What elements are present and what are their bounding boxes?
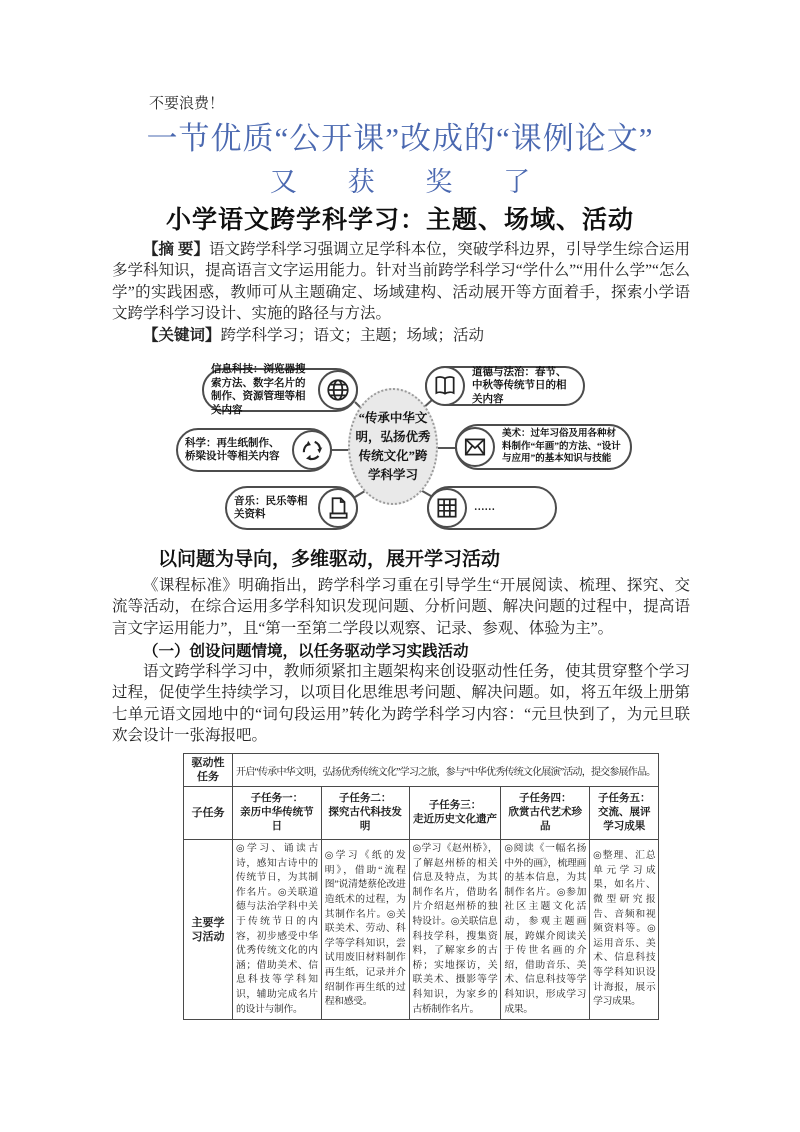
activities-subtask-2: ◎学习《纸的发明》，借助“流程图”说清楚蔡伦改进造纸术的过程，为其制作名片。◎关联美术、劳动、科学等学科知识，尝试用废旧材料制作再生纸，记录并介绍制作再生纸的过程和感受。 — [321, 840, 409, 1020]
node-more — [427, 486, 557, 530]
subtask-label: 子任务 — [184, 787, 233, 840]
abstract-block — [112, 239, 690, 346]
subtask-1-header — [233, 787, 322, 840]
node-science — [176, 428, 332, 472]
subtask-1-title: 亲历中华传统节日 — [240, 807, 314, 832]
subtask-2-title: 探究古代科技发明 — [328, 807, 402, 832]
subtask-4-title: 欣赏古代艺术珍品 — [508, 807, 583, 832]
keywords-paragraph — [112, 325, 690, 346]
banner-title-line2: 又 获 奖 了 — [269, 167, 553, 197]
subtask-2-header — [321, 787, 409, 840]
subtask-1-no: 子任务一： — [250, 793, 304, 804]
top-note: 不要浪费！ — [149, 96, 225, 112]
theme-diagram — [170, 360, 652, 545]
abstract-paragraph — [112, 239, 690, 325]
section-paragraph-2: 语文跨学科学习中，教师须紧扣主题架构来创设驱动性任务，使其贯穿整个学习过程，促使学生持续学习，以项目化思维思考问题、解决问题。如，将五年级上册第七单元语文园地中的“词句段运用”转化为跨学科学习内容：“元旦快到了，为元旦联欢会设计一张海报吧。 — [112, 663, 690, 745]
keywords-text: 跨学科学习；语文；主题；场域；活动 — [220, 326, 485, 344]
subtask-4-header — [501, 787, 590, 840]
subtask-3-title: 走近历史文化遗产 — [412, 814, 497, 825]
node-information-technology-label: 信息科技：浏览器搜索方法、数字名片的制作、资源管理等相关内容 — [211, 364, 306, 416]
table-row — [184, 754, 659, 787]
subtask-3-no: 子任务三： — [428, 800, 482, 811]
driving-task-label: 驱动性任务 — [184, 754, 233, 787]
node-information-technology — [202, 364, 358, 416]
node-art-label: 美术：过年习俗及用各种材料制作“年画”的方法、“设计与应用”的基本知识与技能 — [502, 429, 621, 465]
section-paragraph-1: 《课程标准》明确指出，跨学科学习重在引导学生“开展阅读、梳理、探究、交流等活动，在综合运用多学科知识发现问题、分析问题、解决问题的过程中，提高语言文字运用能力”，且“第一至第二学段以观察、记录、参观、体验为主”。 — [112, 577, 690, 637]
node-science-label: 科学：再生纸制作、桥梁设计等相关内容 — [185, 437, 280, 462]
node-ethics-law-label: 道德与法治：春节、中秋等传统节日的相关内容 — [472, 366, 567, 405]
open-book-icon — [425, 366, 465, 406]
subtask-3-header — [409, 787, 501, 840]
globe-icon — [318, 370, 358, 410]
node-music-label: 音乐：民乐等相关资料 — [234, 495, 308, 520]
subtask-2-no: 子任务二： — [338, 793, 392, 804]
grid-icon — [427, 488, 467, 528]
subtask-5-title: 交流、展评学习成果 — [598, 807, 651, 832]
article-title: 小学语文跨学科学习：主题、场域、活动 — [165, 207, 634, 234]
activities-subtask-5: ◎整理、汇总单元学习成果，如名片、微型研究报告、音频和视频资料等。◎运用音乐、美术、信息科技等学科知识设计海报，展示学习成果。 — [590, 840, 659, 1020]
table-row — [184, 840, 659, 1020]
abstract-text: 语文跨学科学习强调立足学科本位，突破学科边界，引导学生综合运用多学科知识，提高语言文字运用能力。针对当前跨学科学习“学什么”“用什么学”“怎么学”的实践困惑，教师可从主题确定、场域建构、活动展开等方面着手，探索小学语文跨学科学习设计、实施的路径与方法。 — [112, 241, 690, 323]
activities-label: 主要学习活动 — [184, 840, 233, 1020]
section-subheading: （一）创设问题情境，以任务驱动学习实践活动 — [143, 643, 469, 660]
learning-activities-table — [183, 753, 659, 1020]
activities-subtask-3: ◎学习《赵州桥》，了解赵州桥的相关信息及特点，为其制作名片，借助名片介绍赵州桥的独特设计。◎关联信息科技学科，搜集资料，了解家乡的古桥；实地探访，关联美术、摄影等学科知识，为家乡的古桥制作名片。 — [409, 840, 501, 1020]
subtask-5-no: 子任务五： — [598, 793, 651, 804]
recycle-icon — [292, 430, 332, 470]
activities-subtask-4: ◎阅读《一幅名扬中外的画》，梳理画的基本信息，为其制作名片。◎参加社区主题文化活动，参观主题画展，跨媒介阅读关于传世名画的介绍，借助音乐、美术、信息科技等学科知识，形成学习成果。 — [501, 840, 590, 1020]
document-icon — [318, 488, 358, 528]
subtask-5-header — [590, 787, 659, 840]
envelope-icon — [455, 427, 495, 467]
activities-subtask-1: ◎学习、诵读古诗，感知古诗中的传统节日，为其制作名片。◎关联道德与法治学科中关于传统节日的内容，初步感受中华优秀传统文化的内涵；借助美术、信息科技等学科知识，辅助完成名片的设计与制作。 — [233, 840, 322, 1020]
table-row — [184, 787, 659, 840]
abstract-label: 【摘 要】 — [143, 241, 209, 258]
node-more-label: …… — [474, 502, 495, 514]
diagram-center-theme: “传承中华文明，弘扬优秀传统文化”跨学科学习 — [348, 388, 438, 505]
banner-title-line1: 一节优质“公开课”改成的“课例论文” — [146, 121, 654, 156]
node-music — [225, 486, 358, 530]
keywords-label: 【关键词】 — [143, 326, 221, 344]
node-ethics-law — [425, 366, 585, 406]
driving-task-text: 开启“传承中华文明，弘扬优秀传统文化”学习之旅，参与“中华优秀传统文化展演”活动，提交参展作品。 — [233, 754, 659, 787]
node-art — [455, 424, 632, 470]
subtask-4-no: 子任务四： — [519, 793, 572, 804]
section-heading: 以问题为导向，多维驱动，展开学习活动 — [158, 549, 501, 570]
